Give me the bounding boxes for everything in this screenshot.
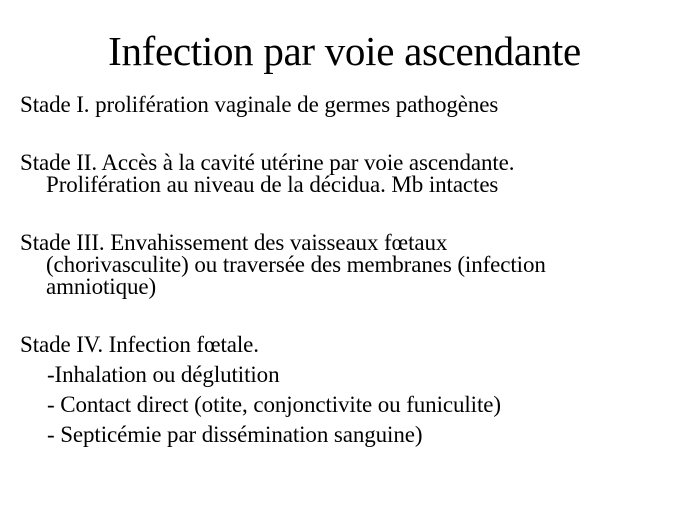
slide-title: Infection par voie ascendante [108,28,581,74]
stage-3-line-3: amniotique) [46,274,157,299]
stage-4-heading: Stade IV. Infection fœtale. [20,332,259,357]
stage-2-line-1: Stade II. Accès à la cavité utérine par voie ascendante. [20,150,515,175]
stage-2-line-2: Prolifération au niveau de la décidua. Mb intactes [46,172,499,197]
stage-3-line-1: Stade III. Envahissement des vaisseaux fœtaux [20,230,448,255]
stage-4-item: - Contact direct (otite, conjonctivite ou funiculite) [47,392,501,417]
stage-1-text: Stade I. prolifération vaginale de germes pathogènes [20,92,499,117]
stage-4-item: -Inhalation ou déglutition [47,362,280,387]
stage-4-item: - Septicémie par dissémination sanguine) [47,422,423,447]
stage-3-line-2: (chorivasculite) ou traversée des membranes (infection [46,252,546,277]
